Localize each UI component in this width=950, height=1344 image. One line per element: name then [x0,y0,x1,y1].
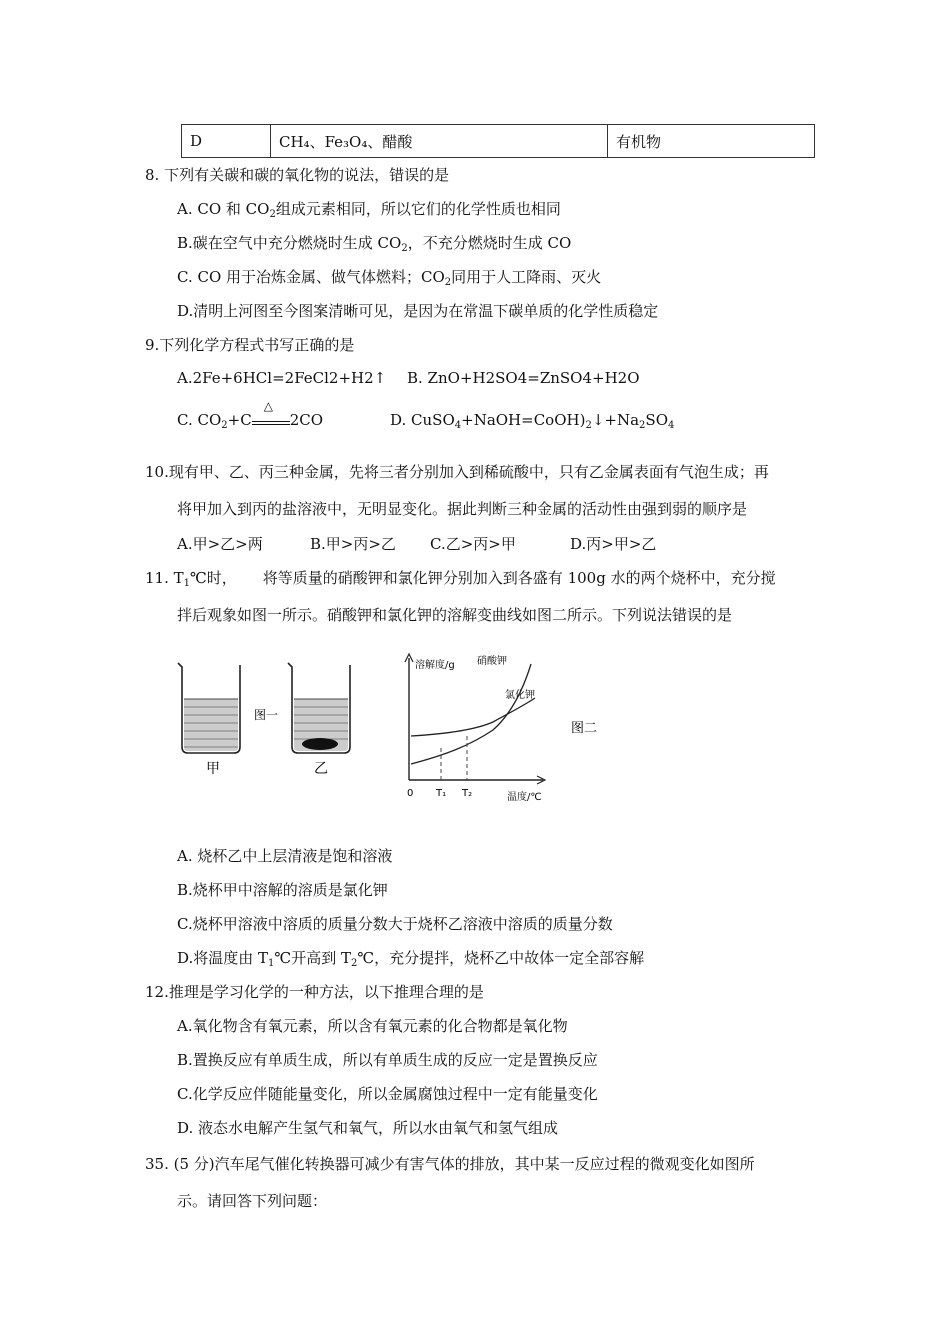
table-cell-category: 有机物 [608,125,815,158]
heating-condition: △ [252,412,290,425]
q35-line2: 示。请回答下列问题： [177,1192,328,1210]
q10-option-d: D.丙>甲>乙 [570,535,657,553]
q11-option-d: D.将温度由 $T_1℃$开高到 $T_2℃$，充分提拌，烧杯乙中故体一定全部容解 [177,949,645,969]
q35-line1: 35. (5 分)汽车尾气催化转换器可减少有害气体的排放，其中某一反应过程的微观变化如图所 [145,1155,755,1173]
beaker-jia [178,663,240,753]
beaker-yi [288,663,350,753]
q8-option-b: B.碳在空气中充分燃烧时生成 $CO_2$，不充分燃烧时生成 CO [177,234,572,254]
q10-line2: 将甲加入到丙的盐溶液中，无明显变化。据此判断三种金属的活动性由强到弱的顺序是 [177,500,748,518]
q9-option-d: D. $CuSO_4+NaOH=CoOH)_2↓+Na_2SO_4$ [390,411,675,431]
x-axis-label: 温度/℃ [507,792,542,803]
q12-option-d: D. 液态水电解产生氢气和氧气，所以水由氧气和氢气组成 [177,1119,559,1137]
q11-option-b: B.烧杯甲中溶解的溶质是氯化钾 [177,881,388,899]
q11-line1: 11. $T_1℃$时， 将等质量的硝酸钾和氯化钾分别加入到各盛有 100g 水的两个烧杯中，充分搅 [145,569,776,589]
q12-option-b: B.置换反应有单质生成，所以有单质生成的反应一定是置换反应 [177,1051,598,1069]
answer-table [181,124,815,158]
q12-stem: 12.推理是学习化学的一种方法，以下推理合理的是 [145,983,484,1001]
q9-option-c: C. $CO_2+C$ △ 2CO [177,399,324,431]
beaker-figure [170,655,370,780]
q8-option-a: A. CO 和 $CO_2$组成元素相同，所以它们的化学性质也相同 [177,200,561,220]
table-cell-option: D [182,125,271,158]
y-axis-label: 溶解度/g [415,660,455,671]
q10-option-b: B.甲>丙>乙 [310,535,396,553]
q9-option-a: A.2Fe+6HCl=2FeCl2+H2↑ [177,369,387,387]
q8-option-d: D.清明上河图至今图案清晰可见，是因为在常温下碳单质的化学性质稳定 [177,302,659,320]
q11-line2: 拌后观象如图一所示。硝酸钾和氯化钾的溶解变曲线如图二所示。下列说法错误的是 [177,606,733,624]
series-line-kno3 [411,664,531,764]
q10-option-a: A.甲>乙>两 [177,535,263,553]
legend-kno3: 硝酸钾 [477,656,507,667]
q8-option-c: C. CO 用于冶炼金属、做气体燃料；$CO_2$同用于人工降雨、灭火 [177,268,602,288]
table-cell-items: CH₄、Fe₃O₄、醋酸 [271,125,608,158]
q10-option-c: C.乙>丙>甲 [430,535,516,553]
q9-option-b: B. ZnO+H2SO4=ZnSO4+H2O [407,369,640,387]
solubility-chart [395,650,635,810]
fig2-label: 图二 [571,721,598,736]
origin-label: 0 [407,788,414,799]
q11-option-c: C.烧杯甲溶液中溶质的质量分数大于烧杯乙溶液中溶质的质量分数 [177,915,613,933]
fig1-label: 图一 [254,708,279,722]
table-row [182,125,815,158]
t2-label: T₂ [462,788,473,799]
undissolved-solid [302,738,338,750]
q11-option-a: A. 烧杯乙中上层清液是饱和溶液 [177,847,393,865]
q8-stem: 8. 下列有关碳和碳的氧化物的说法，错误的是 [145,166,450,184]
q12-option-c: C.化学反应伴随能量变化，所以金属腐蚀过程中一定有能量变化 [177,1085,598,1103]
q10-line1: 10.现有甲、乙、丙三种金属，先将三者分别加入到稀硫酸中，只有乙金属表面有气泡生成；再 [145,463,769,481]
series-line-kcl [411,698,535,736]
q12-option-a: A.氧化物含有氧元素，所以含有氧元素的化合物都是氧化物 [177,1017,568,1035]
legend-kcl: 氯化钾 [505,690,535,701]
beaker-jia-label: 甲 [206,761,220,777]
beaker-yi-label: 乙 [314,761,328,777]
q9-stem: 9.下列化学方程式书写正确的是 [145,336,355,354]
t1-label: T₁ [436,788,447,799]
